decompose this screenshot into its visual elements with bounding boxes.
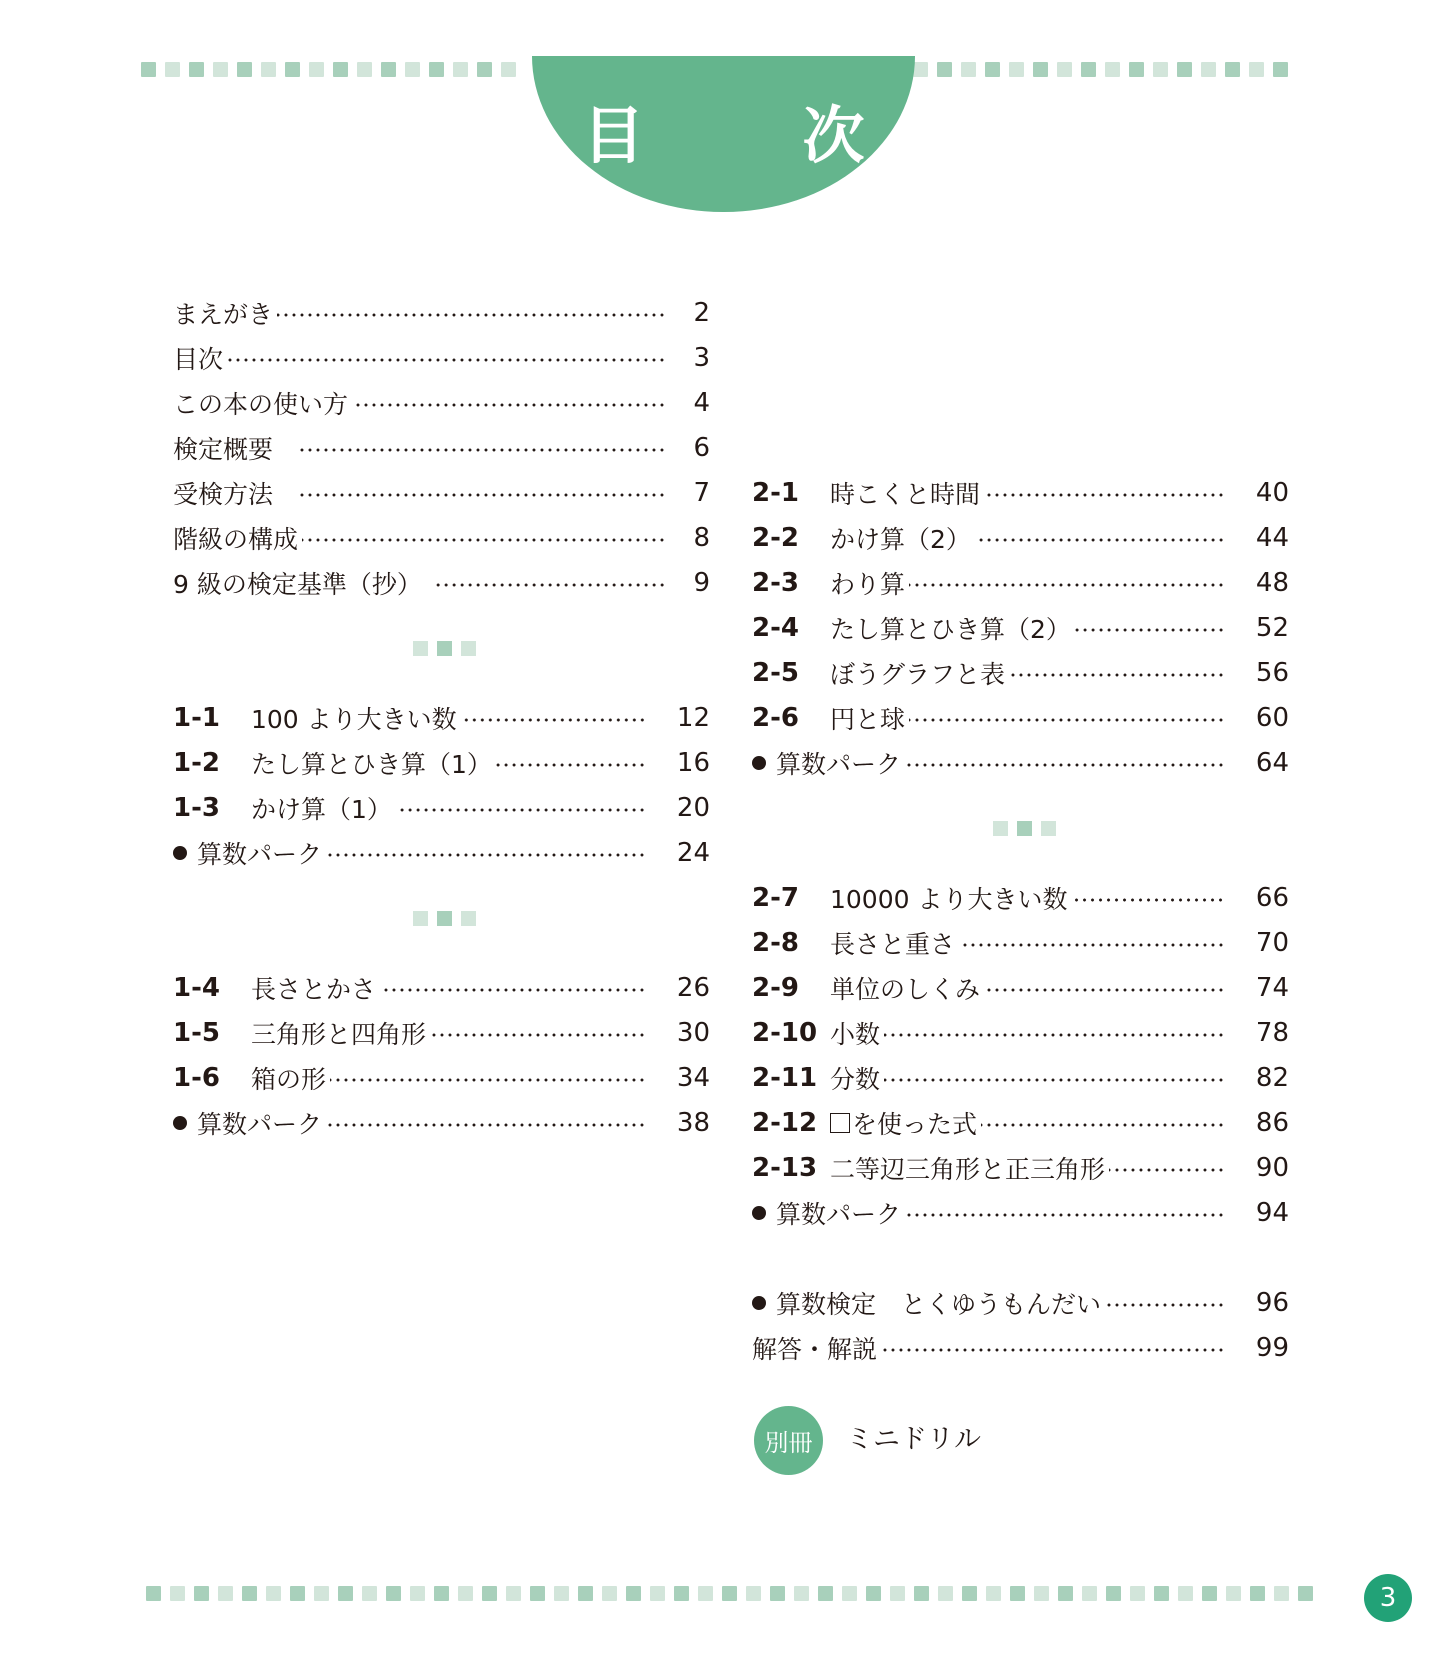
separator-square bbox=[1017, 821, 1032, 836]
dash-square bbox=[1177, 62, 1192, 77]
page-ref: 16 bbox=[676, 747, 710, 778]
page-ref: 86 bbox=[1255, 1107, 1289, 1138]
toc-entry[interactable] bbox=[173, 1055, 710, 1100]
toc-entry-label bbox=[173, 430, 273, 466]
toc-entry[interactable] bbox=[752, 740, 1289, 785]
chapter-number: 1-1 bbox=[173, 702, 220, 733]
separator-square bbox=[461, 911, 476, 926]
toc-entry[interactable] bbox=[752, 965, 1289, 1010]
separator-square bbox=[993, 821, 1008, 836]
top-dash-right bbox=[913, 62, 1288, 77]
leader-dots bbox=[352, 403, 666, 407]
dash-square bbox=[1274, 1586, 1289, 1601]
dash-square bbox=[554, 1586, 569, 1601]
toc-entry[interactable] bbox=[173, 515, 710, 560]
section-separator bbox=[993, 821, 1056, 836]
toc-entry-label bbox=[752, 1285, 1101, 1321]
toc-entry[interactable] bbox=[173, 1010, 710, 1055]
chapter-number: 2-11 bbox=[752, 1062, 818, 1093]
toc-entry-label bbox=[173, 565, 422, 601]
leader-dots bbox=[326, 1123, 646, 1127]
entry-title: 箱の形 bbox=[251, 1064, 327, 1094]
leader-dots bbox=[436, 583, 666, 587]
toc-entry-label bbox=[173, 790, 392, 826]
toc-entry[interactable] bbox=[752, 1100, 1289, 1145]
entry-title: かけ算（2） bbox=[830, 524, 971, 554]
dash-square bbox=[1178, 1586, 1193, 1601]
dash-square bbox=[213, 62, 228, 77]
toc-entry[interactable] bbox=[173, 380, 710, 425]
leader-dots bbox=[984, 493, 1225, 497]
toc-entry-label bbox=[173, 475, 273, 511]
supplement-badge: 別冊 bbox=[754, 1406, 823, 1475]
bullet-icon bbox=[752, 1206, 766, 1220]
dash-square bbox=[146, 1586, 161, 1601]
page-ref: 9 bbox=[693, 567, 710, 598]
chapter-number: 2-12 bbox=[752, 1107, 818, 1138]
separator-square bbox=[437, 911, 452, 926]
dash-square bbox=[506, 1586, 521, 1601]
entry-title: 円と球 bbox=[830, 704, 906, 734]
page-ref: 2 bbox=[693, 297, 710, 328]
chapter-number: 2-5 bbox=[752, 657, 799, 688]
page-ref: 34 bbox=[676, 1062, 710, 1093]
bullet-icon bbox=[752, 756, 766, 770]
separator-square bbox=[413, 911, 428, 926]
dash-square bbox=[1153, 62, 1168, 77]
toc-entry[interactable] bbox=[173, 335, 710, 380]
dash-square bbox=[1249, 62, 1264, 77]
dash-square bbox=[794, 1586, 809, 1601]
toc-entry-label bbox=[752, 475, 980, 511]
separator-square bbox=[461, 641, 476, 656]
entry-title: 小数 bbox=[830, 1019, 881, 1049]
leader-dots bbox=[1109, 1168, 1225, 1172]
entry-title: 二等辺三角形と正三角形 bbox=[830, 1154, 1106, 1184]
dash-square bbox=[1129, 62, 1144, 77]
dash-square bbox=[1106, 1586, 1121, 1601]
dash-square bbox=[314, 1586, 329, 1601]
leader-dots bbox=[909, 718, 1225, 722]
chapter-number: 2-10 bbox=[752, 1017, 818, 1048]
leader-dots bbox=[297, 448, 666, 452]
dash-square bbox=[722, 1586, 737, 1601]
dash-square bbox=[842, 1586, 857, 1601]
leader-dots bbox=[326, 853, 646, 857]
toc-entry-label bbox=[173, 1105, 322, 1141]
page-ref: 66 bbox=[1255, 882, 1289, 913]
entry-title: たし算とひき算（1） bbox=[251, 749, 492, 779]
dash-square bbox=[674, 1586, 689, 1601]
dash-square bbox=[1081, 62, 1096, 77]
page-ref: 8 bbox=[693, 522, 710, 553]
leader-dots bbox=[1009, 673, 1225, 677]
entry-title: 算数パーク bbox=[776, 1199, 902, 1229]
toc-entry[interactable] bbox=[173, 785, 710, 830]
entry-title: 解答・解説 bbox=[752, 1334, 878, 1364]
dash-square bbox=[650, 1586, 665, 1601]
dash-square bbox=[938, 1586, 953, 1601]
page-ref: 56 bbox=[1255, 657, 1289, 688]
dash-square bbox=[165, 62, 180, 77]
dash-square bbox=[913, 62, 928, 77]
toc-entry[interactable] bbox=[752, 695, 1289, 740]
toc-entry-label bbox=[173, 340, 223, 376]
dash-square bbox=[1010, 1586, 1025, 1601]
page-ref: 38 bbox=[676, 1107, 710, 1138]
chapter-number: 2-1 bbox=[752, 477, 799, 508]
page-title: 目 次 bbox=[582, 99, 913, 172]
dash-square bbox=[818, 1586, 833, 1601]
page-ref: 3 bbox=[693, 342, 710, 373]
chapter-number: 2-8 bbox=[752, 927, 799, 958]
page-ref: 60 bbox=[1255, 702, 1289, 733]
dash-square bbox=[746, 1586, 761, 1601]
dash-square bbox=[410, 1586, 425, 1601]
dash-square bbox=[189, 62, 204, 77]
entry-title: 三角形と四角形 bbox=[251, 1019, 427, 1049]
bullet-icon bbox=[752, 1296, 766, 1310]
section-separator bbox=[413, 641, 476, 656]
toc-entry[interactable] bbox=[173, 740, 710, 785]
dash-square bbox=[1033, 62, 1048, 77]
leader-dots bbox=[330, 1078, 646, 1082]
entry-title: 目次 bbox=[173, 344, 224, 374]
section-separator bbox=[413, 911, 476, 926]
page-ref: 12 bbox=[676, 702, 710, 733]
toc-entry[interactable] bbox=[752, 1145, 1289, 1190]
toc-entry-label bbox=[173, 1015, 426, 1051]
dash-square bbox=[602, 1586, 617, 1601]
toc-entry-label bbox=[752, 925, 955, 961]
page-ref: 74 bbox=[1255, 972, 1289, 1003]
chapter-number: 2-2 bbox=[752, 522, 799, 553]
toc-entry[interactable] bbox=[752, 470, 1289, 515]
dash-square bbox=[405, 62, 420, 77]
bottom-dash bbox=[146, 1586, 1313, 1601]
dash-square bbox=[1273, 62, 1288, 77]
chapter-number: 2-6 bbox=[752, 702, 799, 733]
bullet-icon bbox=[173, 1116, 187, 1130]
toc-entry-label bbox=[752, 1195, 901, 1231]
dash-square bbox=[530, 1586, 545, 1601]
dash-square bbox=[429, 62, 444, 77]
toc-entry-label bbox=[173, 970, 376, 1006]
page-ref: 70 bbox=[1255, 927, 1289, 958]
entry-title: まえがき bbox=[173, 299, 274, 329]
page-ref: 64 bbox=[1255, 747, 1289, 778]
page-ref: 4 bbox=[693, 387, 710, 418]
dash-square bbox=[1202, 1586, 1217, 1601]
entry-title: かけ算（1） bbox=[251, 794, 392, 824]
dash-square bbox=[501, 62, 516, 77]
leader-dots bbox=[975, 538, 1225, 542]
entry-title: 算数パーク bbox=[776, 749, 902, 779]
dash-square bbox=[290, 1586, 305, 1601]
toc-entry[interactable] bbox=[173, 290, 710, 335]
page-ref: 20 bbox=[676, 792, 710, 823]
dash-square bbox=[866, 1586, 881, 1601]
toc-entry-label bbox=[752, 565, 905, 601]
leader-dots bbox=[297, 493, 666, 497]
toc-entry-label bbox=[173, 520, 298, 556]
dash-square bbox=[170, 1586, 185, 1601]
dash-square bbox=[338, 1586, 353, 1601]
chapter-number: 2-9 bbox=[752, 972, 799, 1003]
dash-square bbox=[362, 1586, 377, 1601]
toc-entry-label bbox=[752, 700, 905, 736]
chapter-number: 1-5 bbox=[173, 1017, 220, 1048]
toc-entry[interactable] bbox=[752, 1055, 1289, 1100]
entry-title: 分数 bbox=[830, 1064, 881, 1094]
chapter-number: 1-4 bbox=[173, 972, 220, 1003]
page-ref: 82 bbox=[1255, 1062, 1289, 1093]
dash-square bbox=[242, 1586, 257, 1601]
leader-dots bbox=[396, 808, 646, 812]
toc-entry[interactable] bbox=[752, 1190, 1289, 1235]
leader-dots bbox=[430, 1033, 646, 1037]
leader-dots bbox=[884, 1078, 1225, 1082]
dash-square bbox=[1225, 62, 1240, 77]
entry-title: 100 より大きい数 bbox=[251, 704, 457, 734]
dash-square bbox=[698, 1586, 713, 1601]
dash-square bbox=[1226, 1586, 1241, 1601]
page-ref: 24 bbox=[676, 837, 710, 868]
page-ref: 7 bbox=[693, 477, 710, 508]
bullet-icon bbox=[173, 846, 187, 860]
dash-square bbox=[237, 62, 252, 77]
dash-square bbox=[1034, 1586, 1049, 1601]
toc-entry[interactable] bbox=[173, 425, 710, 470]
page-ref: 6 bbox=[693, 432, 710, 463]
leader-dots bbox=[959, 943, 1225, 947]
dash-square bbox=[458, 1586, 473, 1601]
dash-square bbox=[218, 1586, 233, 1601]
dash-square bbox=[1057, 62, 1072, 77]
dash-square bbox=[434, 1586, 449, 1601]
leader-dots bbox=[227, 358, 666, 362]
toc-entry-label bbox=[752, 610, 1071, 646]
page-ref: 52 bbox=[1255, 612, 1289, 643]
leader-dots bbox=[302, 538, 666, 542]
entry-title: 10000 より大きい数 bbox=[830, 884, 1068, 914]
dash-square bbox=[1250, 1586, 1265, 1601]
leader-dots bbox=[909, 583, 1225, 587]
dash-square bbox=[194, 1586, 209, 1601]
dash-square bbox=[1009, 62, 1024, 77]
entry-title: 算数パーク bbox=[197, 1109, 323, 1139]
chapter-number: 2-4 bbox=[752, 612, 799, 643]
entry-title: 算数検定 とくゆうもんだい bbox=[776, 1289, 1102, 1319]
dash-square bbox=[986, 1586, 1001, 1601]
toc-entry[interactable] bbox=[752, 1325, 1289, 1370]
toc-entry[interactable] bbox=[752, 560, 1289, 605]
toc-entry[interactable] bbox=[752, 1280, 1289, 1325]
dash-square bbox=[482, 1586, 497, 1601]
leader-dots bbox=[905, 1213, 1225, 1217]
entry-title: たし算とひき算（2） bbox=[830, 614, 1071, 644]
dash-square bbox=[890, 1586, 905, 1601]
page-ref: 96 bbox=[1255, 1287, 1289, 1318]
dash-square bbox=[1201, 62, 1216, 77]
toc-entry-label bbox=[752, 1060, 880, 1096]
top-dash-left bbox=[141, 62, 516, 77]
entry-title: 時こくと時間 bbox=[830, 479, 981, 509]
dash-square bbox=[770, 1586, 785, 1601]
entry-title: 検定概要 bbox=[173, 434, 274, 464]
toc-entry[interactable] bbox=[173, 695, 710, 740]
separator-square bbox=[1041, 821, 1056, 836]
dash-square bbox=[937, 62, 952, 77]
entry-title: を使った式 bbox=[852, 1109, 978, 1139]
leader-dots bbox=[905, 763, 1225, 767]
leader-dots bbox=[884, 1033, 1225, 1037]
dash-square bbox=[266, 1586, 281, 1601]
page-ref: 48 bbox=[1255, 567, 1289, 598]
dash-square bbox=[985, 62, 1000, 77]
leader-dots bbox=[380, 988, 646, 992]
dash-square bbox=[386, 1586, 401, 1601]
page-ref: 78 bbox=[1255, 1017, 1289, 1048]
toc-entry-label bbox=[173, 745, 492, 781]
entry-title: この本の使い方 bbox=[173, 389, 349, 419]
dash-square bbox=[1082, 1586, 1097, 1601]
blank-box-icon bbox=[830, 1113, 850, 1133]
entry-title: 算数パーク bbox=[197, 839, 323, 869]
toc-entry-label bbox=[752, 1105, 977, 1141]
dash-square bbox=[477, 62, 492, 77]
dash-square bbox=[1105, 62, 1120, 77]
page-ref: 26 bbox=[676, 972, 710, 1003]
toc-entry[interactable] bbox=[173, 830, 710, 875]
leader-dots bbox=[461, 718, 646, 722]
page-ref: 99 bbox=[1255, 1332, 1289, 1363]
toc-entry-label bbox=[173, 835, 322, 871]
toc-entry-label bbox=[752, 1015, 880, 1051]
separator-square bbox=[413, 641, 428, 656]
separator-square bbox=[437, 641, 452, 656]
leader-dots bbox=[496, 763, 646, 767]
toc-entry[interactable] bbox=[752, 1010, 1289, 1055]
page-ref: 40 bbox=[1255, 477, 1289, 508]
chapter-number: 1-3 bbox=[173, 792, 220, 823]
dash-square bbox=[962, 1586, 977, 1601]
dash-square bbox=[961, 62, 976, 77]
page-ref: 44 bbox=[1255, 522, 1289, 553]
entry-title: ぼうグラフと表 bbox=[830, 659, 1006, 689]
chapter-number: 2-3 bbox=[752, 567, 799, 598]
toc-entry-label bbox=[173, 700, 457, 736]
toc-entry-label bbox=[752, 1330, 877, 1366]
toc-entry[interactable] bbox=[752, 920, 1289, 965]
toc-entry-label bbox=[173, 1060, 326, 1096]
entry-title: わり算 bbox=[830, 569, 906, 599]
leader-dots bbox=[1105, 1303, 1225, 1307]
toc-entry[interactable] bbox=[752, 650, 1289, 695]
toc-entry[interactable] bbox=[752, 875, 1289, 920]
page-number-badge: 3 bbox=[1364, 1574, 1412, 1622]
entry-title: 受検方法 bbox=[173, 479, 274, 509]
toc-entry-label bbox=[752, 880, 1067, 916]
leader-dots bbox=[277, 313, 666, 317]
chapter-number: 2-7 bbox=[752, 882, 799, 913]
toc-entry-label bbox=[752, 970, 980, 1006]
page-ref: 30 bbox=[676, 1017, 710, 1048]
dash-square bbox=[914, 1586, 929, 1601]
dash-square bbox=[333, 62, 348, 77]
toc-entry[interactable] bbox=[752, 605, 1289, 650]
leader-dots bbox=[1071, 898, 1225, 902]
leader-dots bbox=[1075, 628, 1225, 632]
dash-square bbox=[357, 62, 372, 77]
toc-entry[interactable] bbox=[173, 1100, 710, 1145]
toc-entry[interactable] bbox=[173, 470, 710, 515]
entry-title: 長さとかさ bbox=[251, 974, 377, 1004]
dash-square bbox=[578, 1586, 593, 1601]
dash-square bbox=[1058, 1586, 1073, 1601]
toc-entry[interactable] bbox=[173, 560, 710, 605]
dash-square bbox=[381, 62, 396, 77]
leader-dots bbox=[881, 1348, 1225, 1352]
dash-square bbox=[1154, 1586, 1169, 1601]
toc-entry[interactable] bbox=[752, 515, 1289, 560]
dash-square bbox=[453, 62, 468, 77]
toc-entry-label bbox=[173, 385, 348, 421]
leader-dots bbox=[984, 988, 1225, 992]
dash-square bbox=[1130, 1586, 1145, 1601]
chapter-number: 1-6 bbox=[173, 1062, 220, 1093]
leader-dots bbox=[981, 1123, 1225, 1127]
entry-title: 9 級の検定基準（抄） bbox=[173, 569, 422, 599]
dash-square bbox=[261, 62, 276, 77]
entry-title: 単位のしくみ bbox=[830, 974, 981, 1004]
toc-entry-label bbox=[752, 745, 901, 781]
dash-square bbox=[1298, 1586, 1313, 1601]
entry-title: 階級の構成 bbox=[173, 524, 299, 554]
dash-square bbox=[626, 1586, 641, 1601]
dash-square bbox=[309, 62, 324, 77]
chapter-number: 2-13 bbox=[752, 1152, 818, 1183]
toc-entry-label bbox=[752, 520, 971, 556]
toc-entry-label bbox=[752, 1150, 1105, 1186]
entry-title: 長さと重さ bbox=[830, 929, 956, 959]
dash-square bbox=[141, 62, 156, 77]
toc-entry-label bbox=[752, 655, 1005, 691]
dash-square bbox=[285, 62, 300, 77]
page-ref: 94 bbox=[1255, 1197, 1289, 1228]
toc-entry[interactable] bbox=[173, 965, 710, 1010]
supplement-label: ミニドリル bbox=[846, 1424, 981, 1455]
toc-entry-label bbox=[173, 295, 273, 331]
chapter-number: 1-2 bbox=[173, 747, 220, 778]
page-ref: 90 bbox=[1255, 1152, 1289, 1183]
